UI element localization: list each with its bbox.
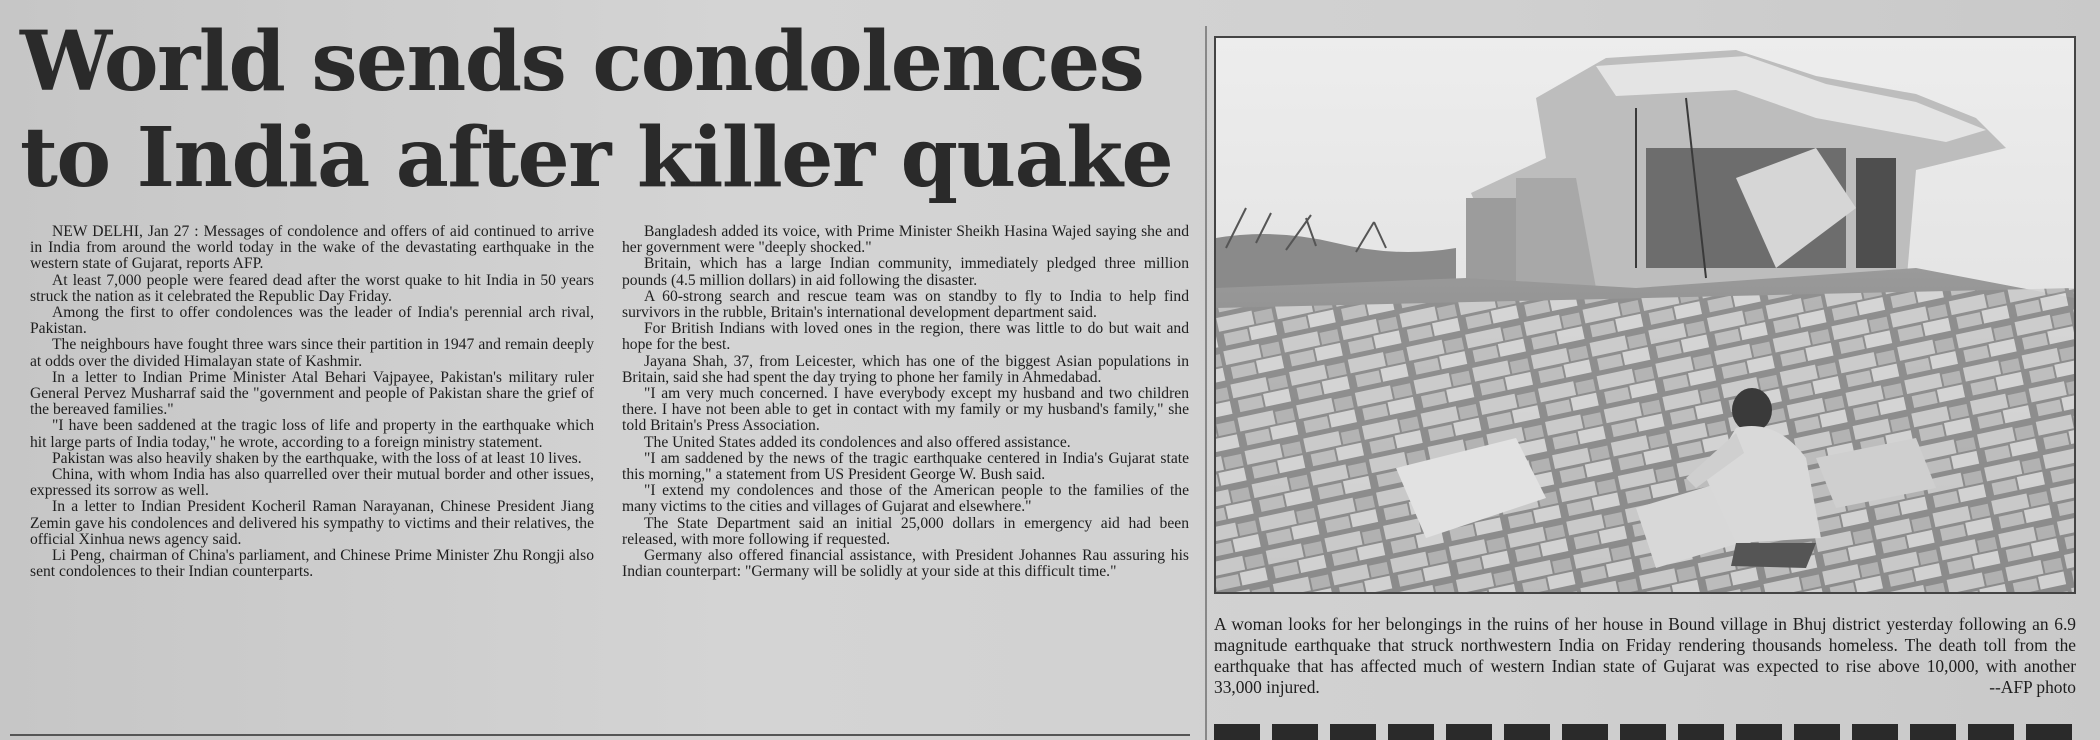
paragraph: "I have been saddened at the tragic loss of life and property in the earthquake which hit large parts of India today," he wrote, according to a foreign ministry statement. [30, 417, 594, 451]
headline-line-2: to India after killer quake [20, 110, 1173, 206]
paragraph: Jayana Shah, 37, from Leicester, which has one of the biggest Asian populations in Britain, said she had spent the day trying to phone her family in Ahmedabad. [622, 352, 1189, 386]
paragraph: Bangladesh added its voice, with Prime Minister Sheikh Hasina Wajed saying she and her government were "deeply shocked." [622, 223, 1189, 257]
paragraph: Among the first to offer condolences was the leader of India's perennial arch rival, Pakistan. [30, 304, 594, 338]
paragraph: The United States added its condolences and also offered assistance. [644, 433, 1071, 451]
paragraph: Britain, which has a large Indian community, immediately pledged three million pounds (4.5 million dollars) in aid following the disaster. [622, 255, 1189, 289]
paragraph: Li Peng, chairman of China's parliament, and Chinese Prime Minister Zhu Rongji also sent condolences to their Indian counterparts. [30, 547, 594, 581]
headline [20, 14, 1200, 206]
paragraph: "I extend my condolences and those of the American people to the families of the many victims to the cities and villages of Gujarat and elsewhere." [622, 482, 1189, 516]
paragraph: "I am saddened by the news of the tragic earthquake centered in India's Gujarat state this morning," a statement from US President George W. Bush said. [622, 449, 1189, 484]
article-column-2 [622, 224, 1189, 580]
paragraph: In a letter to Indian Prime Minister Atal Behari Vajpayee, Pakistan's military ruler General Pervez Musharraf said the "government and people of Pakistan share the grief of the bereaved families." [30, 368, 594, 419]
photo-caption [1214, 614, 2076, 698]
article-column-1 [30, 224, 594, 580]
bottom-rule [10, 734, 1190, 736]
paragraph: In a letter to Indian President Kocheril Raman Narayanan, Chinese President Jiang Zemin gave his condolences and delivered his sympathy to victims and their relatives, the official Xinhua news agency said. [30, 498, 594, 548]
paragraph: At least 7,000 people were feared dead after the worst quake to hit India in 50 years struck the nation as it celebrated the Republic Day Friday. [30, 271, 594, 305]
next-article-headline-fragment [1214, 724, 2076, 740]
headline-line-1: World sends condolences [20, 14, 1144, 110]
paragraph: The State Department said an initial 25,000 dollars in emergency aid had been released, with more following if requested. [622, 514, 1189, 548]
paragraph: A 60-strong search and rescue team was on standby to fly to India to help find survivors in the rubble, Britain's international development department said. [622, 287, 1189, 322]
paragraph: Pakistan was also heavily shaken by the earthquake, with the loss of at least 10 lives. [52, 449, 582, 467]
paragraph: "I am very much concerned. I have everybody except my husband and two children there. I have not been able to get in contact with my family or my husband's family," she told Britain's Press Association. [622, 385, 1189, 435]
paragraph: The neighbours have fought three wars since their partition in 1947 and remain deeply at odds over the divided Himalayan state of Kashmir. [30, 336, 594, 370]
caption-text: A woman looks for her belongings in the ruins of her house in Bound village in Bhuj district yesterday following an 6.9 magnitude earthquake that struck northwestern India on Friday rendering thousands homeless. The death toll from the earthquake that has affected much of western Indian state of Gujarat was expected to rise above 10,000, with another 33,000 injured. [1214, 614, 2076, 697]
column-divider [1205, 26, 1207, 740]
paragraph: China, with whom India has also quarrelled over their mutual border and other issues, expressed its sorrow as well. [30, 466, 594, 500]
paragraph: For British Indians with loved ones in the region, there was little to do but wait and hope for the best. [622, 320, 1189, 354]
photo-credit: --AFP photo [1989, 677, 2076, 697]
paragraph: NEW DELHI, Jan 27 : Messages of condolence and offers of aid continued to arrive in India from around the world today in the wake of the devastating earthquake in the western state of Gujarat, reports AFP. [30, 223, 594, 273]
earthquake-photo [1214, 36, 2076, 594]
paragraph: Germany also offered financial assistance, with President Johannes Rau assuring his Indian counterpart: "Germany will be solidly at your side at this difficult time." [622, 547, 1189, 581]
